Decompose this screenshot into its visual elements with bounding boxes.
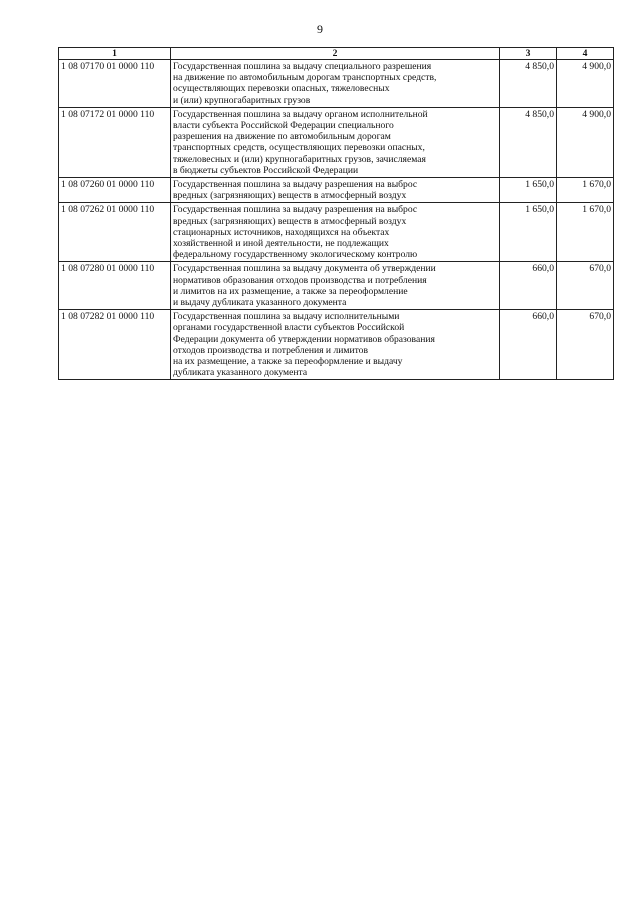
revenue-name-cell xyxy=(171,310,500,380)
revenue-name-line: Государственная пошлина за выдачу специального разрешения xyxy=(173,61,432,72)
revenue-table xyxy=(58,47,614,380)
amount-column-3-cell: 4 850,0 xyxy=(500,107,557,177)
revenue-name-line: на движение по автомобильным дорогам транспортных средств, xyxy=(173,72,437,84)
column-header-3: 3 xyxy=(500,48,557,60)
revenue-name-line: вредных (загрязняющих) веществ в атмосферный воздух xyxy=(173,215,407,227)
revenue-name-line: на их размещение, а также за переоформление и выдачу xyxy=(173,356,403,368)
revenue-name-line: в бюджеты субъектов Российской Федерации xyxy=(173,164,359,176)
budget-code-cell: 1 08 07262 01 0000 110 xyxy=(59,203,171,262)
revenue-name-line: Государственная пошлина за выдачу органом исполнительной xyxy=(173,108,428,120)
table-row xyxy=(59,262,614,310)
budget-code-cell: 1 08 07280 01 0000 110 xyxy=(59,262,171,310)
budget-code-cell: 1 08 07260 01 0000 110 xyxy=(59,178,171,203)
revenue-name-line: Государственная пошлина за выдачу разрешения на выброс xyxy=(173,204,418,216)
header-row xyxy=(59,48,614,60)
revenue-name-line: и лимитов на их размещение, а также за переоформление xyxy=(173,285,408,297)
revenue-name-line: стационарных источников, находящихся на объектах xyxy=(173,226,390,238)
revenue-name-line: разрешения на движение по автомобильным дорогам xyxy=(173,131,391,143)
amount-column-4-cell: 670,0 xyxy=(557,310,614,380)
revenue-name-line: вредных (загрязняющих) веществ в атмосферный воздух xyxy=(173,190,407,202)
amount-column-3-cell: 1 650,0 xyxy=(500,178,557,203)
revenue-name-line: транспортных средств, осуществляющих перевозки опасных, xyxy=(173,142,425,154)
amount-column-4-cell: 4 900,0 xyxy=(557,107,614,177)
revenue-name-line: хозяйственной и иной деятельности, не подлежащих xyxy=(173,238,389,250)
table-row xyxy=(59,203,614,262)
revenue-name-line: и выдачу дубликата указанного документа xyxy=(173,297,347,309)
amount-column-3-cell: 660,0 xyxy=(500,310,557,380)
revenue-name-cell xyxy=(171,178,500,203)
amount-column-4-cell: 4 900,0 xyxy=(557,60,614,108)
page-number: 9 xyxy=(317,22,323,36)
column-header-1: 1 xyxy=(59,48,171,60)
table-body xyxy=(59,60,614,380)
revenue-name-line: Государственная пошлина за выдачу документа об утверждении xyxy=(173,263,436,275)
table-row xyxy=(59,60,614,108)
budget-code-cell: 1 08 07172 01 0000 110 xyxy=(59,107,171,177)
table-header xyxy=(59,48,614,60)
revenue-name-cell xyxy=(171,107,500,177)
table-row xyxy=(59,178,614,203)
revenue-name-line: органами государственной власти субъектов Российской xyxy=(173,322,405,334)
revenue-name-line: федеральному государственному экологическому контролю xyxy=(173,249,418,261)
revenue-name-cell xyxy=(171,60,500,108)
amount-column-3-cell: 660,0 xyxy=(500,262,557,310)
budget-code-cell: 1 08 07170 01 0000 110 xyxy=(59,60,171,108)
revenue-name-line: тяжеловесных и (или) крупногабаритных грузов, зачисляемая xyxy=(173,153,426,165)
amount-column-4-cell: 1 670,0 xyxy=(557,178,614,203)
amount-column-3-cell: 1 650,0 xyxy=(500,203,557,262)
revenue-name-line: Государственная пошлина за выдачу исполнительными xyxy=(173,311,400,323)
table-row xyxy=(59,310,614,380)
column-header-2: 2 xyxy=(171,48,500,60)
table-row xyxy=(59,107,614,177)
revenue-name-line: и (или) крупногабаритных грузов xyxy=(173,94,311,106)
revenue-name-line: власти субъекта Российской Федерации специального xyxy=(173,120,394,132)
amount-column-3-cell: 4 850,0 xyxy=(500,60,557,108)
revenue-name-line: отходов производства и потребления и лимитов xyxy=(173,344,368,356)
budget-code-cell: 1 08 07282 01 0000 110 xyxy=(59,310,171,380)
column-header-4: 4 xyxy=(557,48,614,60)
revenue-name-line: Государственная пошлина за выдачу разрешения на выброс xyxy=(173,179,418,191)
revenue-name-cell xyxy=(171,203,500,262)
revenue-name-line: нормативов образования отходов производства и потребления xyxy=(173,274,427,286)
revenue-name-line: осуществляющих перевозки опасных, тяжеловесных xyxy=(173,83,390,95)
revenue-name-cell xyxy=(171,262,500,310)
revenue-name-line: дубликата указанного документа xyxy=(173,367,308,379)
amount-column-4-cell: 670,0 xyxy=(557,262,614,310)
revenue-name-line: Федерации документа об утверждении нормативов образования xyxy=(173,333,435,345)
amount-column-4-cell: 1 670,0 xyxy=(557,203,614,262)
